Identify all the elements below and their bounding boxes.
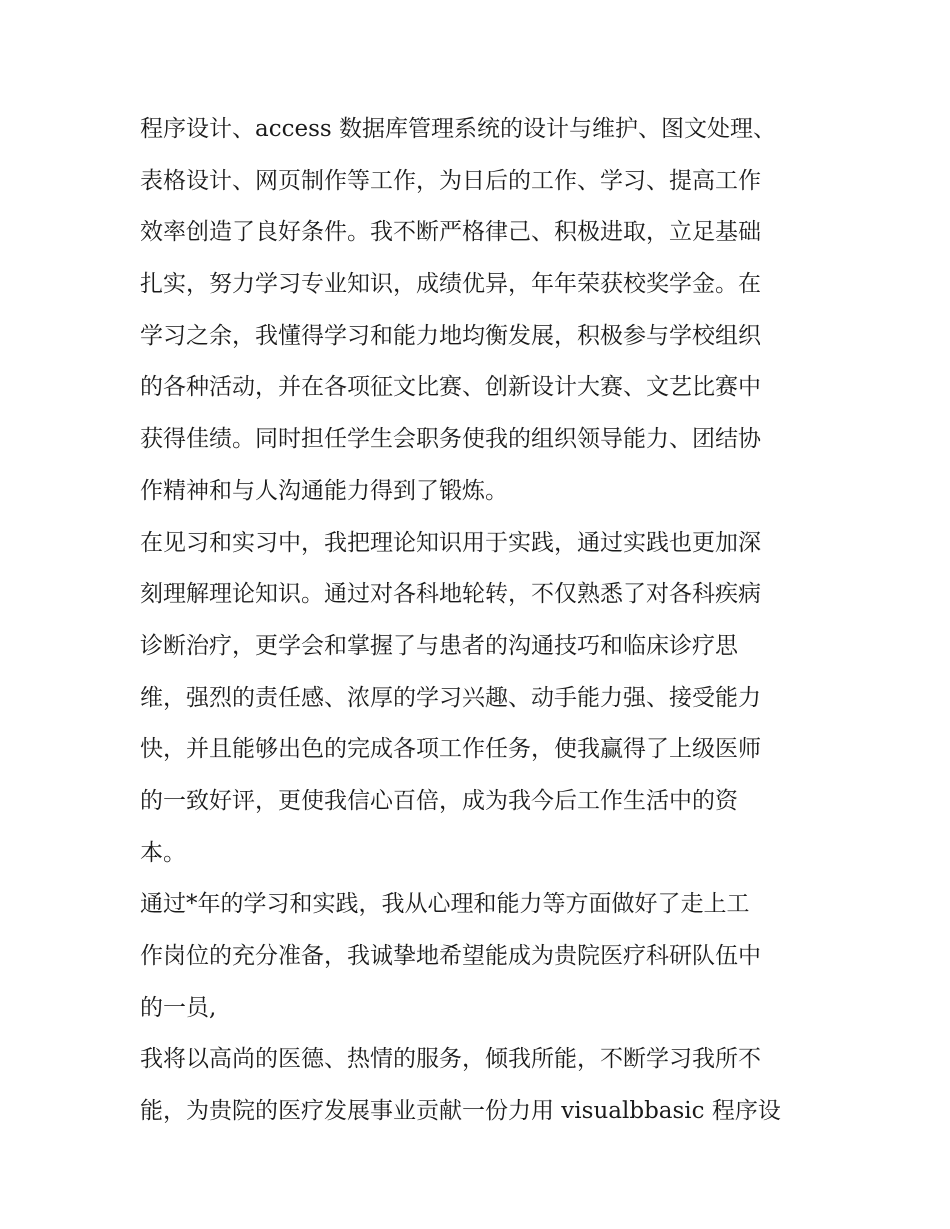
- text-line: 学习之余，我懂得学习和能力地均衡发展，积极参与学校组织: [140, 322, 761, 349]
- text-line: 本。: [140, 839, 186, 866]
- text-line: 作岗位的充分准备，我诚挚地希望能成为贵院医疗科研队伍中: [140, 943, 761, 969]
- text-line: 诊断治疗，更学会和掌握了与患者的沟通技巧和临床诊疗思: [140, 632, 738, 659]
- text-line: 能，为贵院的医疗发展事业贡献一份力用 visualbbasic 程序设: [140, 1098, 781, 1125]
- text-line: 程序设计、access 数据库管理系统的设计与维护、图文处理、: [140, 116, 777, 142]
- text-line: 作精神和与人沟通能力得到了锻炼。: [140, 477, 508, 504]
- text-line: 表格设计、网页制作等工作，为日后的工作、学习、提高工作: [140, 167, 761, 194]
- text-line: 我将以高尚的医德、热情的服务，倾我所能，不断学习我所不: [140, 1046, 761, 1073]
- text-line: 快，并且能够出色的完成各项工作任务，使我赢得了上级医师: [140, 736, 761, 763]
- text-line: 的一员,: [140, 994, 217, 1021]
- text-line: 扎实，努力学习专业知识，成绩优异，年年荣获校奖学金。在: [140, 271, 761, 298]
- document-body: [140, 104, 820, 1138]
- text-line: 的一致好评，更使我信心百倍，成为我今后工作生活中的资: [140, 787, 738, 814]
- text-line: 效率创造了良好条件。我不断严格律己、积极进取，立足基础: [140, 219, 761, 246]
- text-line: 的各种活动，并在各项征文比赛、创新设计大赛、文艺比赛中: [140, 374, 761, 401]
- text-line: 维，强烈的责任感、浓厚的学习兴趣、动手能力强、接受能力: [140, 684, 761, 711]
- text-line: 在见习和实习中，我把理论知识用于实践，通过实践也更加深: [140, 529, 761, 556]
- text-line: 通过*年的学习和实践，我从心理和能力等方面做好了走上工: [140, 891, 750, 918]
- text-line: 刻理解理论知识。通过对各科地轮转，不仅熟悉了对各科疾病: [140, 581, 761, 608]
- text-line: 获得佳绩。同时担任学生会职务使我的组织领导能力、团结协: [140, 426, 761, 453]
